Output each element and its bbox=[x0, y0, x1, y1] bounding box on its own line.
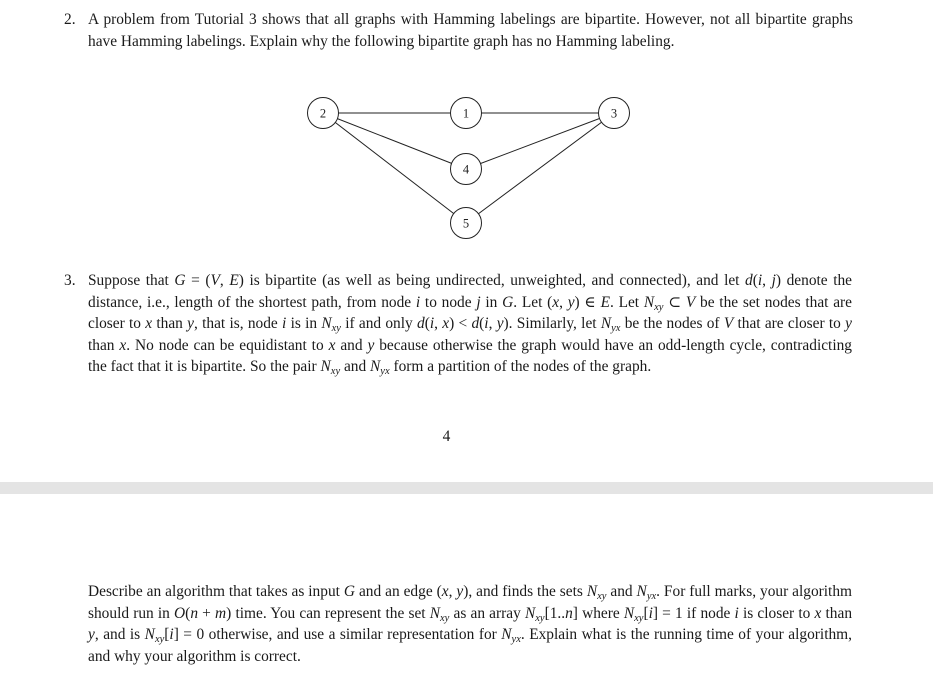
text-run: ) is bipartite (as well as being undirected, unweighted, and connected), and let bbox=[238, 272, 746, 289]
text-run: that are closer to bbox=[733, 315, 846, 333]
math-var: n bbox=[190, 604, 199, 622]
math-var: y bbox=[845, 315, 852, 333]
subscript: xy bbox=[154, 634, 165, 646]
text-run: . For full marks, your algorithm should run in bbox=[88, 583, 852, 622]
node-label: 4 bbox=[462, 162, 470, 177]
text-run: , bbox=[559, 293, 568, 311]
math-var: N bbox=[600, 315, 612, 333]
math-var: y bbox=[456, 583, 464, 600]
math-var: y bbox=[187, 315, 194, 333]
subscript: yx bbox=[511, 634, 521, 646]
text-run: is in bbox=[286, 315, 322, 333]
math-var: x bbox=[552, 293, 560, 311]
subscript: xy bbox=[634, 612, 644, 624]
math-var: V bbox=[723, 315, 734, 333]
math-var: x bbox=[145, 315, 153, 333]
text-run: and bbox=[606, 583, 637, 600]
math-var: i bbox=[648, 604, 653, 622]
text-run: ) < bbox=[449, 315, 472, 333]
problem-2 bbox=[64, 9, 853, 52]
text-run: [1.. bbox=[544, 604, 566, 622]
math-var: E bbox=[600, 293, 610, 311]
math-var: d bbox=[417, 315, 425, 333]
math-var: y bbox=[88, 626, 95, 644]
math-var: x bbox=[814, 604, 822, 622]
math-var: G bbox=[502, 293, 514, 311]
text-run: [ bbox=[164, 626, 170, 644]
subscript: xy bbox=[654, 301, 664, 313]
math-var: j bbox=[476, 293, 481, 311]
text-run: [ bbox=[643, 604, 649, 622]
math-var: x bbox=[441, 583, 449, 600]
text-run: ] where bbox=[572, 604, 624, 622]
math-var: x bbox=[328, 336, 336, 354]
math-var: V bbox=[685, 293, 696, 311]
node-label: 5 bbox=[462, 216, 470, 231]
text-run: . Explain what is the running time of your algorithm, and why your algorithm is correct. bbox=[88, 626, 852, 665]
subscript: xy bbox=[535, 612, 545, 624]
edge-5-3 bbox=[466, 113, 614, 223]
text-run: , bbox=[434, 315, 443, 333]
subscript: yx bbox=[611, 323, 621, 335]
text-run: ( bbox=[479, 315, 485, 333]
node-4 bbox=[451, 154, 482, 185]
text-run: ( bbox=[752, 272, 758, 289]
math-var: x bbox=[442, 315, 450, 333]
math-var: i bbox=[484, 315, 489, 333]
subscript: xy bbox=[440, 612, 450, 624]
edge-2-5 bbox=[323, 113, 466, 223]
math-var: n bbox=[565, 604, 573, 622]
subscript: yx bbox=[646, 591, 657, 602]
problem-text bbox=[88, 272, 852, 378]
text-run: and bbox=[335, 336, 368, 354]
math-var: i bbox=[415, 293, 421, 311]
subscript: yx bbox=[380, 366, 390, 378]
page-number: 4 bbox=[442, 428, 451, 445]
text-run: and an edge ( bbox=[355, 583, 442, 600]
text-run: Describe an algorithm that takes as input bbox=[88, 583, 344, 600]
text-run: . Let bbox=[609, 293, 644, 311]
math-var: N bbox=[501, 626, 512, 644]
problem-number: 3. bbox=[64, 272, 76, 289]
text-run: Suppose that bbox=[88, 272, 175, 289]
math-var: d bbox=[471, 315, 480, 333]
text-run: , that is, node bbox=[193, 315, 283, 333]
text-run: is closer to bbox=[738, 604, 815, 622]
math-var: V bbox=[210, 272, 220, 289]
math-var: N bbox=[524, 604, 536, 622]
math-var: d bbox=[745, 272, 753, 289]
problem-text: A problem from Tutorial 3 shows that all graphs with Hamming labelings are bipartite. However, not all bipartite graphs have Hamming labelings. Explain why the following bipartite graph has no Hamming labeling. bbox=[88, 11, 853, 50]
node-2 bbox=[308, 98, 339, 129]
edge-4-3 bbox=[466, 113, 614, 169]
text-run: = ( bbox=[185, 272, 211, 289]
text-run: . No node can be equidistant to bbox=[126, 336, 329, 354]
text-run: , bbox=[448, 583, 457, 600]
text-run: ). Similarly, let bbox=[503, 315, 601, 333]
node-3 bbox=[599, 98, 630, 129]
text-run: . Let ( bbox=[513, 293, 553, 311]
problem-number: 2. bbox=[64, 11, 76, 28]
node-5 bbox=[451, 208, 482, 239]
math-var: y bbox=[367, 336, 375, 354]
text-run: be the nodes of bbox=[620, 315, 724, 333]
math-var: i bbox=[734, 604, 739, 622]
subscript: xy bbox=[331, 323, 341, 335]
text-run: , and is bbox=[94, 626, 145, 644]
math-var: y bbox=[567, 293, 575, 311]
math-var: y bbox=[496, 315, 504, 333]
math-var: N bbox=[643, 293, 655, 311]
problem-3-continued bbox=[88, 581, 852, 667]
math-var: G bbox=[174, 272, 186, 289]
math-var: m bbox=[215, 604, 227, 622]
text-run: , bbox=[488, 315, 497, 333]
text-run: as an array bbox=[449, 604, 525, 622]
problem-text bbox=[88, 583, 852, 665]
node-label: 1 bbox=[462, 106, 470, 121]
text-run: ), and finds the sets bbox=[463, 583, 587, 600]
math-var: N bbox=[636, 583, 647, 600]
math-var: N bbox=[429, 604, 440, 622]
text-run: than bbox=[88, 336, 120, 354]
text-run: ] = 0 otherwise, and use a similar representation for bbox=[173, 626, 502, 644]
text-run: , bbox=[219, 272, 230, 289]
problem-3 bbox=[64, 270, 852, 378]
math-var: N bbox=[623, 604, 635, 622]
math-var: x bbox=[119, 336, 127, 354]
text-run: to node bbox=[420, 293, 477, 311]
math-var: j bbox=[771, 272, 776, 289]
text-run: because otherwise the graph would have an odd-length cycle, contradicting the fact that it is bipartite. So the pair bbox=[88, 336, 852, 376]
text-run: ] = 1 if node bbox=[652, 604, 735, 622]
edge-2-4 bbox=[323, 113, 466, 169]
math-var: N bbox=[370, 358, 381, 376]
text-run: than bbox=[821, 604, 853, 622]
text-run: ) ∈ bbox=[574, 293, 601, 311]
node-1 bbox=[451, 98, 482, 129]
math-var: i bbox=[757, 272, 763, 289]
math-var: G bbox=[343, 583, 355, 600]
math-var: N bbox=[320, 358, 331, 376]
node-label: 2 bbox=[319, 106, 327, 121]
text-run: ( bbox=[185, 604, 191, 622]
subscript: xy bbox=[330, 366, 341, 378]
text-run: ( bbox=[424, 315, 430, 333]
text-run: + bbox=[198, 604, 216, 622]
math-var: N bbox=[321, 315, 332, 333]
page-separator bbox=[0, 482, 933, 494]
text-run: form a partition of the nodes of the graph. bbox=[389, 358, 652, 376]
math-var: N bbox=[144, 626, 155, 644]
text-run: ) denote the distance, i.e., length of the shortest path, from node bbox=[88, 272, 852, 311]
math-var: i bbox=[169, 626, 174, 644]
text-run: ⊂ bbox=[663, 293, 686, 311]
math-var: N bbox=[586, 583, 598, 600]
math-var: O bbox=[174, 604, 186, 622]
text-run: be the set nodes that are closer to bbox=[88, 293, 852, 333]
math-var: i bbox=[429, 315, 435, 333]
math-var: i bbox=[282, 315, 287, 333]
bipartite-graph bbox=[300, 92, 640, 242]
subscript: xy bbox=[597, 591, 607, 602]
text-run: and bbox=[340, 358, 371, 376]
text-run: , bbox=[762, 272, 772, 289]
text-run: if and only bbox=[340, 315, 417, 333]
text-run: in bbox=[480, 293, 503, 311]
node-label: 3 bbox=[610, 106, 618, 121]
math-var: E bbox=[229, 272, 239, 289]
text-run: than bbox=[152, 315, 188, 333]
text-run: ) time. You can represent the set bbox=[226, 604, 430, 622]
